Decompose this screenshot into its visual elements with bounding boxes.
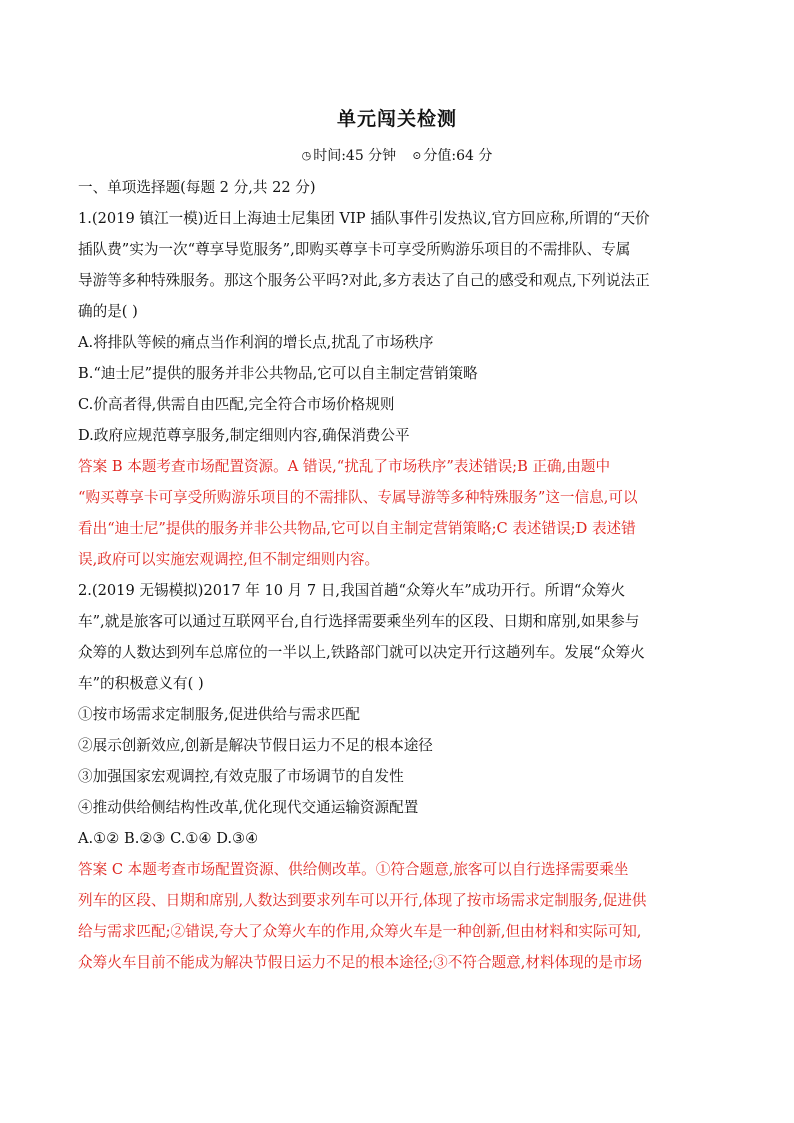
question-1-answer-line-1: 答案 B 本题考查市场配置资源。A 错误,“扰乱了市场秩序”表述错误;B 正确,由题中 xyxy=(78,458,611,475)
score-icon: ⊙ xyxy=(412,149,422,162)
question-2-statement-4: ④推动供给侧结构性改革,优化现代交通运输资源配置 xyxy=(78,799,419,816)
question-1-option-d: D.政府应规范尊享服务,制定细则内容,确保消费公平 xyxy=(78,427,410,444)
question-2-statement-2: ②展示创新效应,创新是解决节假日运力不足的根本途径 xyxy=(78,737,433,754)
document-body xyxy=(78,172,723,978)
page-title: 单元闯关检测 xyxy=(336,108,457,130)
question-1-line-4: 确的是( ) xyxy=(78,303,138,320)
question-2-statement-1: ①按市场需求定制服务,促进供给与需求匹配 xyxy=(78,706,360,723)
question-2-choices: A.①② B.②③ C.①④ D.③④ xyxy=(78,830,259,847)
question-2-answer-line-4: 众筹火车目前不能成为解决节假日运力不足的根本途径;③不符合题意,材料体现的是市场 xyxy=(78,954,643,971)
question-1-answer-line-2: “购买尊享卡可享受所购游乐项目的不需排队、专属导游等多种特殊服务”这一信息,可以 xyxy=(78,489,638,506)
question-2-answer-line-3: 给与需求匹配;②错误,夸大了众筹火车的作用,众筹火车是一种创新,但由材料和实际可知, xyxy=(78,923,642,940)
question-1-line-1: 1.(2019 镇江一模)近日上海迪士尼集团 VIP 插队事件引发热议,官方回应称,所谓的“天价 xyxy=(78,210,650,227)
question-2-line-4: 车”的积极意义有( ) xyxy=(78,675,204,692)
question-2-statement-3: ③加强国家宏观调控,有效克服了市场调节的自发性 xyxy=(78,768,404,785)
time-limit: 时间:45 分钟 xyxy=(313,148,397,164)
question-2-answer-line-1: 答案 C 本题考查市场配置资源、供给侧改革。①符合题意,旅客可以自行选择需要乘坐 xyxy=(78,861,629,878)
question-1-option-c: C.价高者得,供需自由匹配,完全符合市场价格规则 xyxy=(78,396,395,413)
question-2-line-1: 2.(2019 无锡模拟)2017 年 10 月 7 日,我国首趟“众筹火车”成功开行。所谓“众筹火 xyxy=(78,582,626,599)
question-2-line-3: 众筹的人数达到列车总席位的一半以上,铁路部门就可以决定开行这趟列车。发展“众筹火 xyxy=(78,644,645,661)
question-1-answer-line-4: 误,政府可以实施宏观调控,但不制定细则内容。 xyxy=(78,551,380,568)
question-1-line-2: 插队费”实为一次“尊享导览服务”,即购买尊享卡可享受所购游乐项目的不需排队、专属 xyxy=(78,241,631,258)
clock-icon: ◷ xyxy=(301,149,312,162)
question-1-line-3: 导游等多种特殊服务。那这个服务公平吗?对此,多方表达了自己的感受和观点,下列说法正 xyxy=(78,272,650,289)
question-1-option-a: A.将排队等候的痛点当作利润的增长点,扰乱了市场秩序 xyxy=(78,334,434,351)
total-score: 分值:64 分 xyxy=(423,148,493,164)
question-2-line-2: 车”,就是旅客可以通过互联网平台,自行选择需要乘坐列车的区段、日期和席别,如果参与 xyxy=(78,613,640,630)
question-1-answer-line-3: 看出“迪士尼”提供的服务并非公共物品,它可以自主制定营销策略;C 表述错误;D 表述错 xyxy=(78,520,636,537)
section-heading: 一、单项选择题(每题 2 分,共 22 分) xyxy=(78,179,316,196)
question-2-answer-line-2: 列车的区段、日期和席别,人数达到要求列车可以开行,体现了按市场需求定制服务,促进供 xyxy=(78,892,647,909)
exam-meta xyxy=(0,145,794,165)
question-1-option-b: B.“迪士尼”提供的服务并非公共物品,它可以自主制定营销策略 xyxy=(78,365,478,382)
